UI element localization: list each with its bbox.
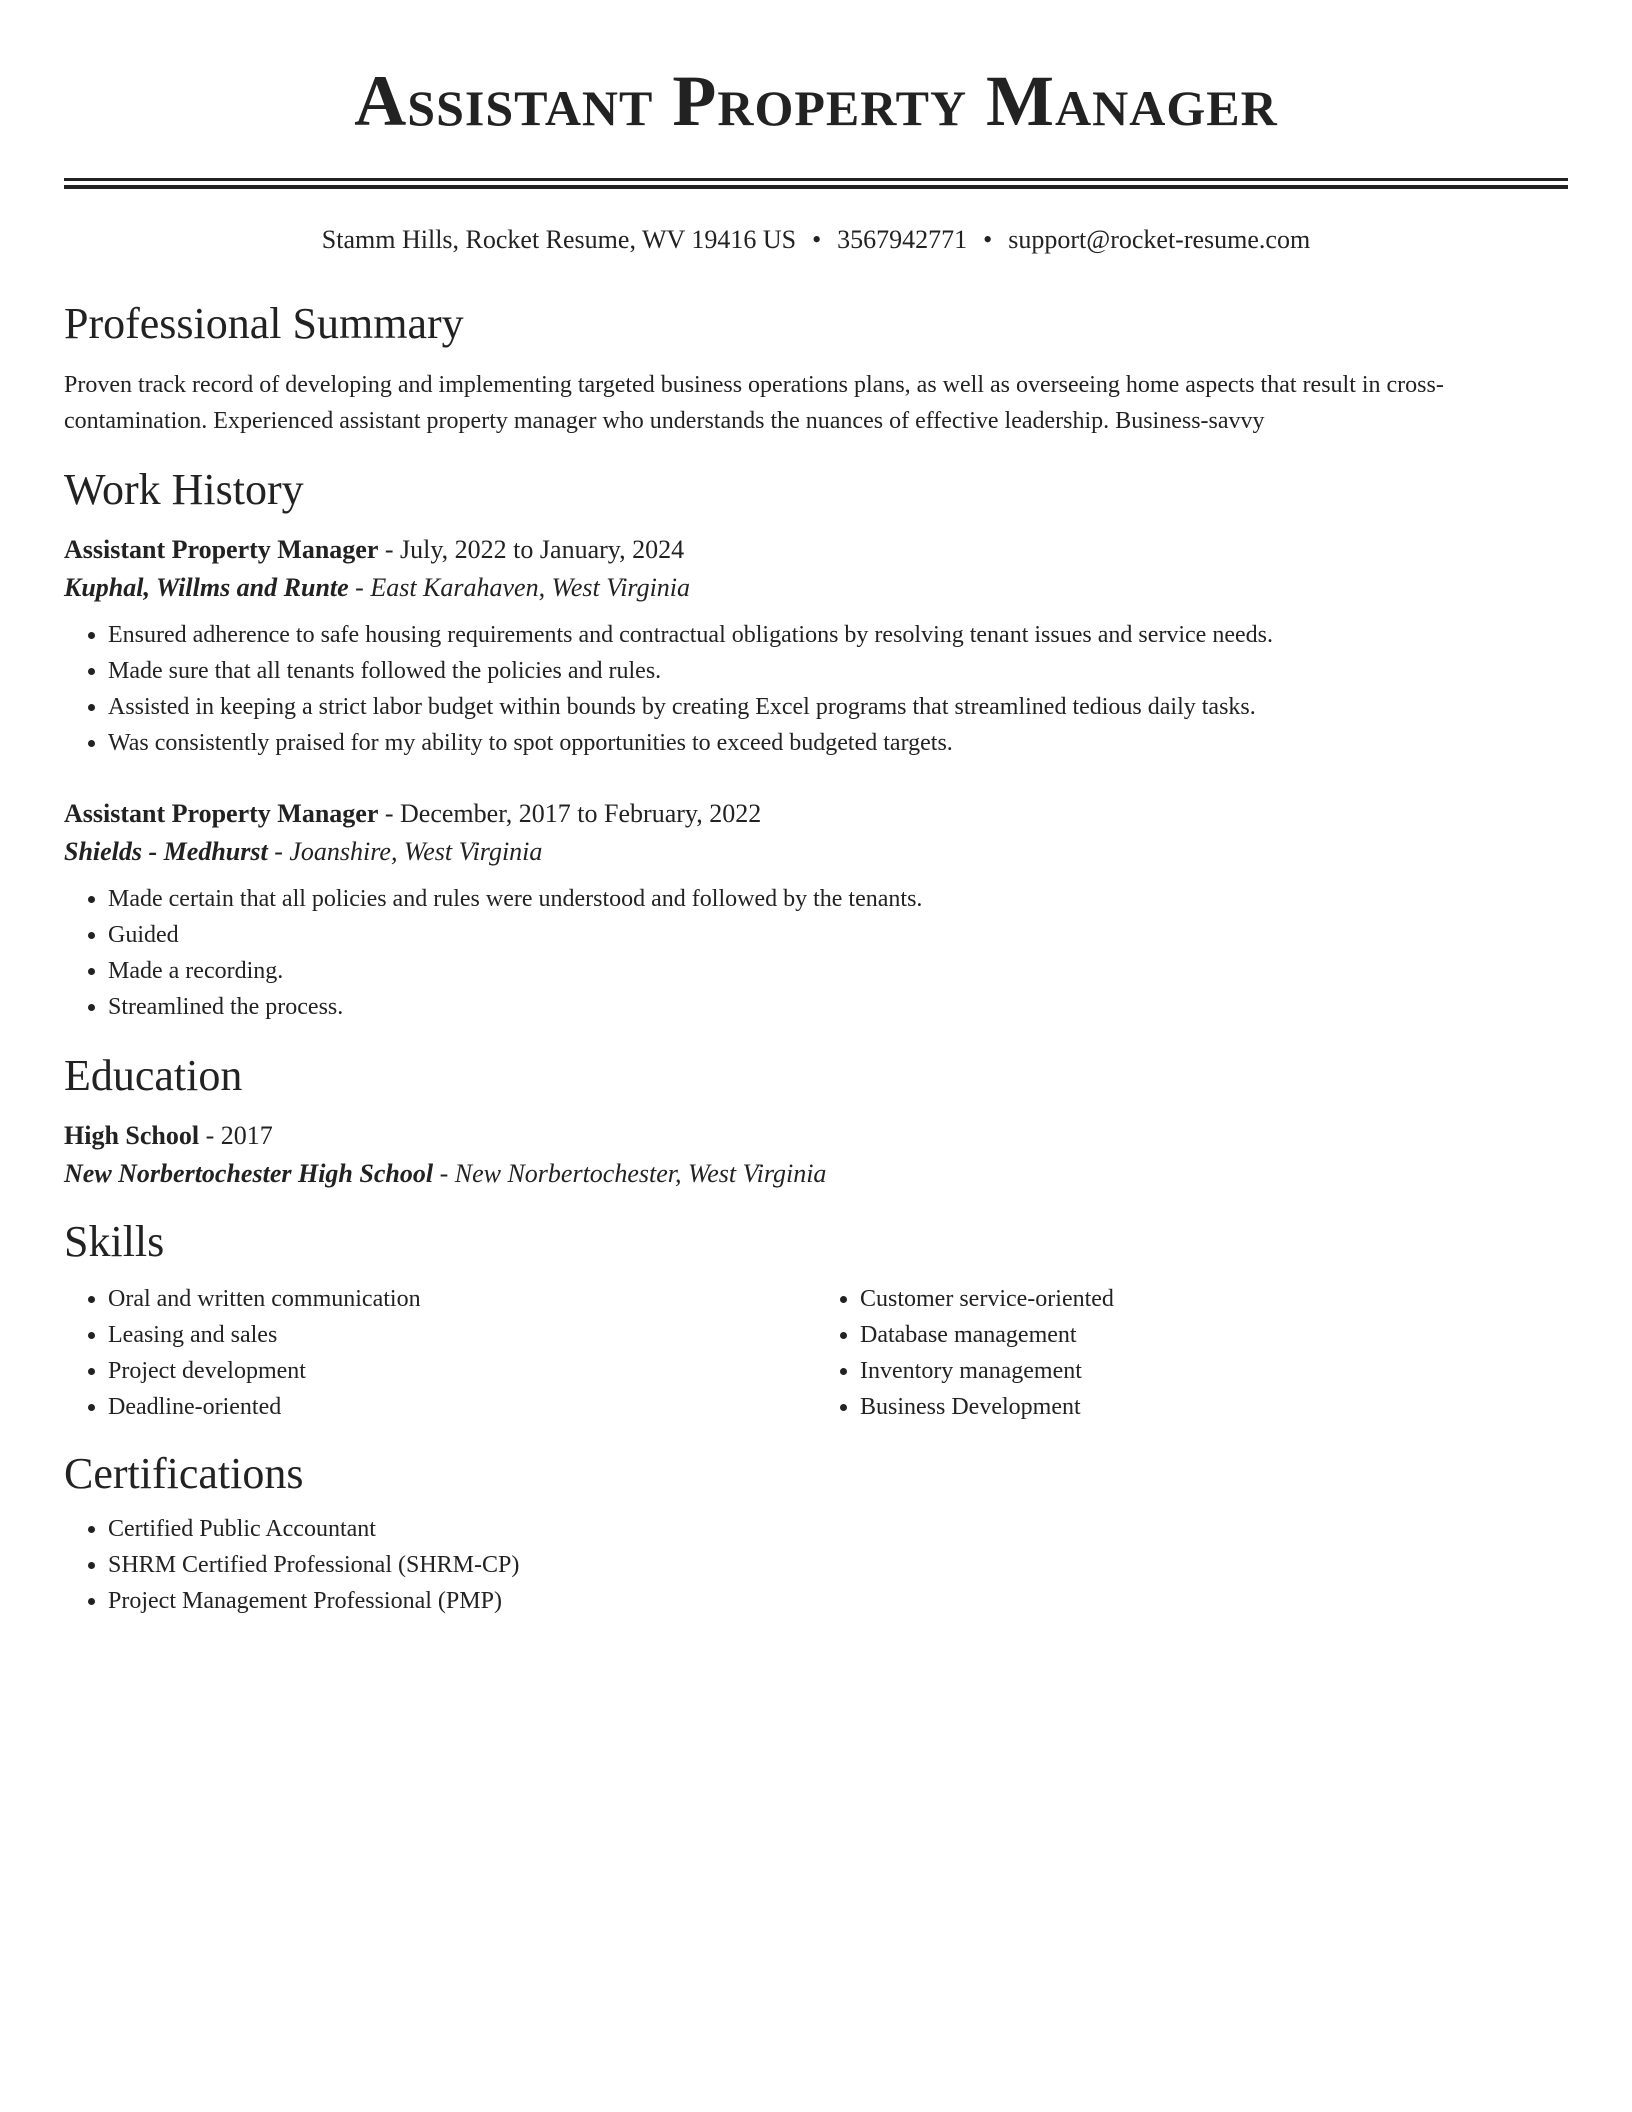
job-bullets xyxy=(64,617,1568,761)
job-location: - East Karahaven, West Virginia xyxy=(348,573,691,602)
job-bullet: • Guided xyxy=(108,917,1568,953)
degree-line xyxy=(64,1117,1568,1155)
job-bullet: • Was consistently praised for my ability to spot opportunities to exceed budgeted targets. xyxy=(108,725,1568,761)
job-bullet: • Made sure that all tenants followed the policies and rules. xyxy=(108,653,1568,689)
job-bullet: • Made a recording. xyxy=(108,953,1568,989)
header-divider xyxy=(64,178,1568,189)
job-dates: - December, 2017 to February, 2022 xyxy=(378,799,762,828)
job-bullet: • Streamlined the process. xyxy=(108,989,1568,1025)
skills-grid xyxy=(64,1281,1568,1425)
job-title-line xyxy=(64,795,1568,833)
skill-item: • Customer service-oriented xyxy=(860,1281,1568,1317)
job-title-line xyxy=(64,531,1568,569)
job-entry xyxy=(64,531,1568,761)
degree: High School xyxy=(64,1121,200,1150)
skill-item: • Deadline-oriented xyxy=(108,1389,816,1425)
skill-item: • Oral and written communication xyxy=(108,1281,816,1317)
skill-item: • Inventory management xyxy=(860,1353,1568,1389)
school-line xyxy=(64,1155,1568,1193)
certifications-heading: Certifications xyxy=(64,1449,304,1498)
certification-item: • Certified Public Accountant xyxy=(108,1511,1568,1547)
skill-item: • Leasing and sales xyxy=(108,1317,816,1353)
job-company-line xyxy=(64,569,1568,607)
summary-heading: Professional Summary xyxy=(64,299,464,348)
job-entry xyxy=(64,795,1568,1025)
certification-item: • Project Management Professional (PMP) xyxy=(108,1583,1568,1619)
certifications-list xyxy=(64,1511,1568,1619)
skill-item: • Business Development xyxy=(860,1389,1568,1425)
job-title: Assistant Property Manager xyxy=(64,799,379,828)
contact-separator: • xyxy=(983,225,993,254)
contact-email[interactable]: support@rocket-resume.com xyxy=(1008,225,1311,254)
skills-column-right xyxy=(816,1281,1568,1425)
job-company-line xyxy=(64,833,1568,871)
skill-item: • Project development xyxy=(108,1353,816,1389)
skills-column-left xyxy=(64,1281,816,1425)
job-location: - Joanshire, West Virginia xyxy=(267,837,543,866)
job-bullet: • Assisted in keeping a strict labor budget within bounds by creating Excel programs that streamlined tedious daily tasks. xyxy=(108,689,1568,725)
job-title: Assistant Property Manager xyxy=(64,535,379,564)
job-dates: - July, 2022 to January, 2024 xyxy=(378,535,685,564)
summary-text: Proven track record of developing and implementing targeted business operations plans, as well as overseeing home aspects that result in cross-contamination. Experienced assistant property manager who understands the nuances of effective leadership. Business-savvy xyxy=(64,372,1444,434)
job-company: Kuphal, Willms and Runte xyxy=(64,573,349,602)
education-heading: Education xyxy=(64,1051,243,1100)
contact-line xyxy=(64,223,1568,257)
school-location: - New Norbertochester, West Virginia xyxy=(433,1159,827,1188)
education-entry xyxy=(64,1117,1568,1193)
certification-item: • SHRM Certified Professional (SHRM-CP) xyxy=(108,1547,1568,1583)
contact-address: Stamm Hills, Rocket Resume, WV 19416 US xyxy=(321,225,797,254)
graduation-year: - 2017 xyxy=(199,1121,273,1150)
job-company: Shields - Medhurst xyxy=(64,837,268,866)
contact-phone: 3567942771 xyxy=(837,225,968,254)
skills-heading: Skills xyxy=(64,1217,165,1266)
contact-separator: • xyxy=(812,225,822,254)
work-history-heading: Work History xyxy=(64,465,304,514)
job-bullet: • Made certain that all policies and rules were understood and followed by the tenants. xyxy=(108,881,1568,917)
school-name: New Norbertochester High School xyxy=(64,1159,434,1188)
job-bullet: • Ensured adherence to safe housing requirements and contractual obligations by resolving tenant issues and service needs. xyxy=(108,617,1568,653)
skill-item: • Database management xyxy=(860,1317,1568,1353)
candidate-name: Assistant Property Manager xyxy=(354,61,1278,141)
job-bullets xyxy=(64,881,1568,1025)
